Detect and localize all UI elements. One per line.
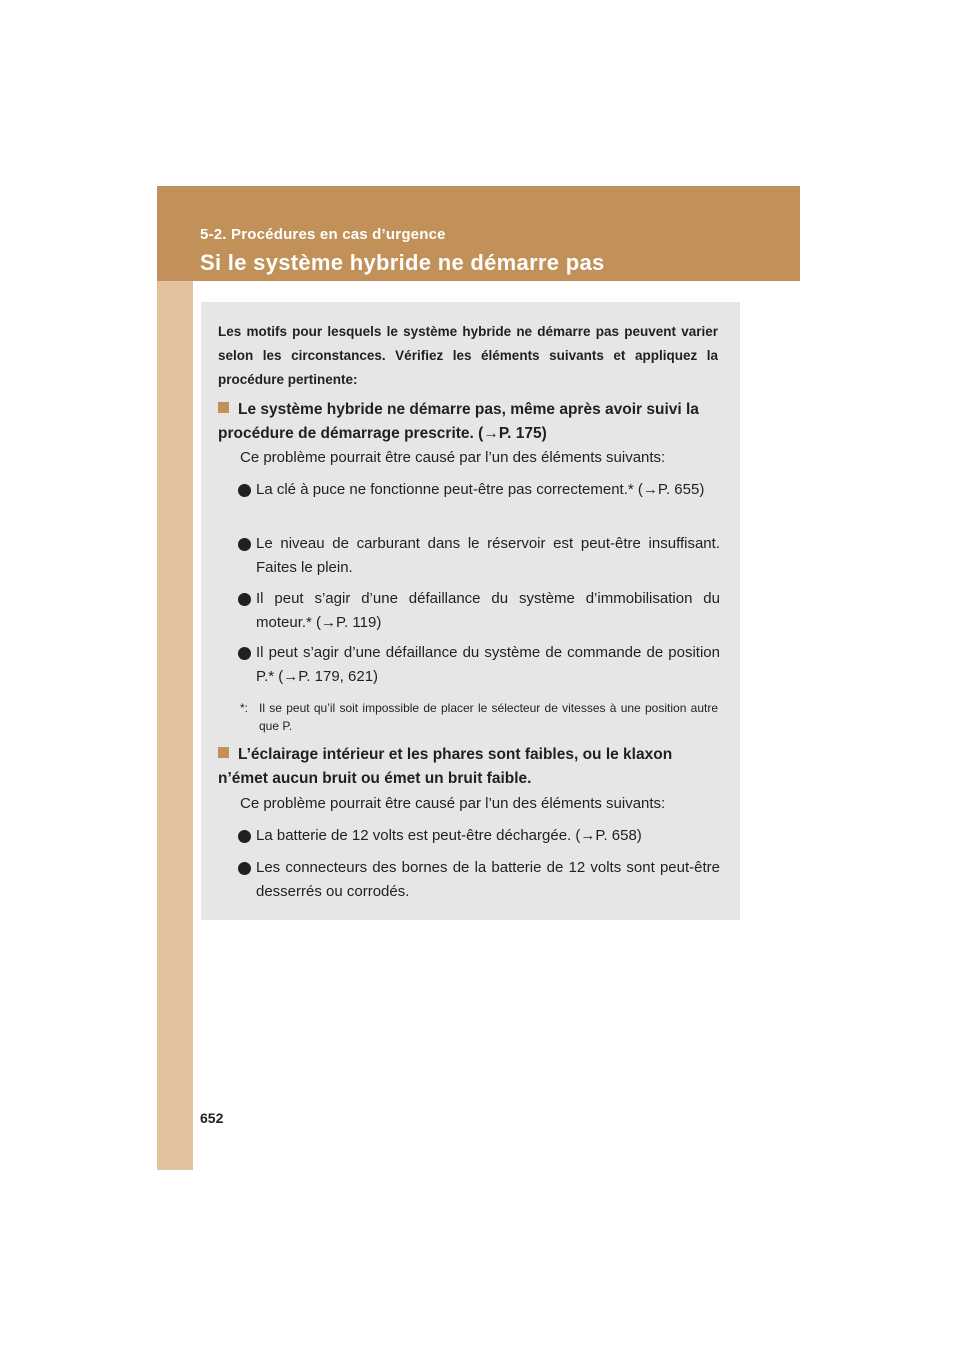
list-item-text: Le niveau de carburant dans le réservoir est peut-être insuffisant. Faites le plein. bbox=[256, 535, 720, 576]
list-item-text: La clé à puce ne fonctionne peut-être pas correctement.* (→P. 655) bbox=[256, 481, 705, 498]
list-item bbox=[238, 856, 720, 904]
square-bullet-icon bbox=[218, 402, 229, 413]
list-item bbox=[238, 478, 720, 502]
list-item-text: Il peut s’agir d’une défaillance du système d’immobilisation du moteur.* (→P. 119) bbox=[256, 590, 720, 631]
list-item-text: Les connecteurs des bornes de la batterie de 12 volts sont peut-être desserrés ou corrodés. bbox=[256, 859, 720, 900]
side-strip bbox=[157, 186, 193, 1170]
footnote bbox=[240, 699, 718, 735]
footnote-text: Il se peut qu’il soit impossible de placer le sélecteur de vitesses à une position autre que P. bbox=[259, 701, 718, 733]
section-2-lead: Ce problème pourrait être causé par l’un des éléments suivants: bbox=[240, 795, 666, 812]
list-item-text: La batterie de 12 volts est peut-être déchargée. (→P. 658) bbox=[256, 827, 642, 844]
bullet-dot-icon bbox=[238, 484, 251, 497]
bullet-dot-icon bbox=[238, 830, 251, 843]
footnote-mark: *: bbox=[240, 701, 249, 715]
page-number: 652 bbox=[200, 1110, 224, 1126]
bullet-dot-icon bbox=[238, 647, 251, 660]
list-item bbox=[238, 824, 720, 848]
bullet-dot-icon bbox=[238, 862, 251, 875]
square-bullet-icon bbox=[218, 747, 229, 758]
list-item-text: Il peut s’agir d’une défaillance du système de commande de position P.* (→P. 179, 621) bbox=[256, 644, 720, 685]
section-1-heading-text: Le système hybride ne démarre pas, même après avoir suivi la procédure de démarrage prescrite. (→P. 175) bbox=[218, 401, 699, 442]
page-title: Si le système hybride ne démarre pas bbox=[200, 250, 605, 275]
bullet-dot-icon bbox=[238, 593, 251, 606]
intro-text: Les motifs pour lesquels le système hybride ne démarre pas peuvent varier selon les circonstances. Vérifiez les éléments suivants et appliquez la procédure pertinente: bbox=[218, 324, 718, 387]
section-2-heading bbox=[218, 743, 718, 791]
list-item bbox=[238, 641, 720, 689]
section-1-heading bbox=[218, 398, 718, 446]
bullet-dot-icon bbox=[238, 538, 251, 551]
list-item bbox=[238, 532, 720, 580]
section-label: 5-2. Procédures en cas d’urgence bbox=[200, 226, 446, 243]
section-1-lead: Ce problème pourrait être causé par l’un des éléments suivants: bbox=[240, 449, 666, 466]
section-2-heading-text: L’éclairage intérieur et les phares sont faibles, ou le klaxon n’émet aucun bruit ou émet un bruit faible. bbox=[218, 746, 673, 787]
list-item bbox=[238, 587, 720, 635]
